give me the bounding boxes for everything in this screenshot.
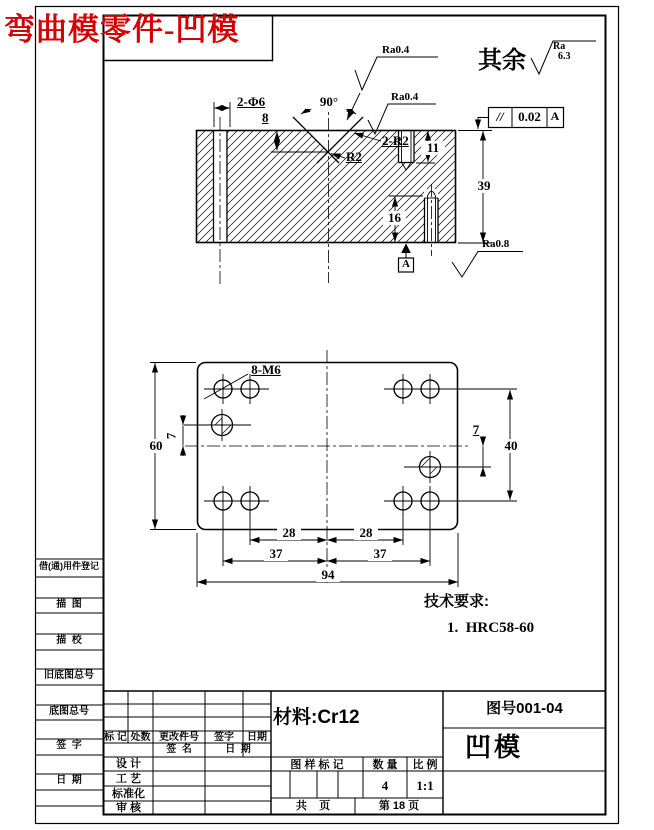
- material-label: 材料:Cr12: [273, 707, 360, 728]
- dim-offset-right: 7: [472, 422, 480, 437]
- drawing-number: 图号001-04: [486, 700, 563, 717]
- tolerance-value: 0.02: [518, 109, 541, 124]
- rev-count-header: 处数: [130, 732, 151, 743]
- scale-value: 1:1: [416, 778, 434, 793]
- rev-date-header: 日期: [247, 732, 267, 743]
- tolerance-symbol: //: [496, 109, 504, 124]
- general-roughness-value: 6.3: [558, 51, 571, 62]
- dim-plate-height: 60: [143, 439, 169, 453]
- dim-span-28-left: 28: [277, 526, 301, 540]
- role-design: 设 计: [115, 758, 142, 770]
- tech-req-item: 1. HRC58-60: [447, 620, 535, 636]
- dim-hole-span-y: 40: [498, 439, 524, 453]
- dim-counterbore-depth: 11: [421, 141, 445, 155]
- sidebar-item-date: 日 期: [56, 775, 82, 786]
- dim-block-height: 39: [472, 179, 496, 193]
- roughness-top-left: Ra0.4: [382, 44, 410, 56]
- datum-label: A: [402, 258, 410, 270]
- general-roughness-label: 其余: [478, 47, 526, 74]
- sidebar-item-tracing-check: 描 校: [56, 635, 82, 646]
- roughness-top-right: Ra0.4: [391, 91, 419, 103]
- dim-span-37-left: 37: [264, 547, 288, 561]
- sidebar-grid: [36, 559, 104, 806]
- plan-dimensions: [150, 363, 510, 588]
- rev-sign-header: 签字: [214, 732, 234, 743]
- plan-holes: [212, 380, 441, 510]
- rev-mark-header: 标 记: [104, 732, 127, 743]
- page-title: 弯曲模零件-凹模: [4, 12, 240, 47]
- sidebar-item-tracing: 描 图: [56, 599, 82, 610]
- role-process: 工 艺: [115, 773, 142, 785]
- pages-total: 共 页: [295, 800, 331, 812]
- qty-header: 数 量: [372, 759, 398, 771]
- dim-offset-left: 7: [163, 432, 179, 440]
- sidebar-item-signature: 签 字: [56, 740, 82, 751]
- dim-span-37-right: 37: [368, 547, 392, 561]
- tech-req-heading: 技术要求:: [424, 593, 489, 610]
- sidebar-item-reuse-record: 借(通)用件登记: [39, 561, 99, 571]
- dim-vertex-radius: R2: [346, 149, 362, 164]
- role-standardization: 标准化: [112, 788, 145, 800]
- roughness-bottom: Ra0.8: [482, 238, 510, 250]
- dim-corner-radius: 2-R2: [382, 133, 409, 148]
- dim-groove-angle: 90°: [306, 95, 352, 109]
- rev-doc-header: 更改件号: [159, 732, 199, 743]
- dim-span-28-right: 28: [354, 526, 378, 540]
- dim-hole-note: 2-Φ6: [237, 94, 266, 109]
- section-view: [196, 41, 596, 287]
- part-name: 凹模: [465, 732, 524, 762]
- stamp-header: 图 样 标 记: [290, 759, 344, 771]
- sign-date-header: 日 期: [225, 744, 251, 755]
- general-roughness-ra: Ra: [553, 41, 566, 52]
- sign-name-header: 签 名: [166, 744, 192, 755]
- dim-thread-note: 8-M6: [251, 362, 281, 377]
- tolerance-datum: A: [550, 109, 560, 123]
- role-check: 审 核: [115, 802, 142, 814]
- dim-overall-width: 94: [316, 568, 340, 582]
- scale-header: 比 例: [412, 759, 438, 771]
- plan-view: [150, 350, 517, 587]
- dim-groove-depth: 8: [262, 110, 269, 125]
- plan-hole-axes: [184, 374, 517, 516]
- qty-value: 4: [381, 778, 389, 793]
- sidebar-item-base-no: 底图总号: [49, 706, 89, 717]
- sidebar-item-old-base-no: 旧底图总号: [44, 670, 94, 681]
- page-number: 第 18 页: [378, 800, 420, 812]
- dim-thread-depth: 16: [383, 211, 406, 225]
